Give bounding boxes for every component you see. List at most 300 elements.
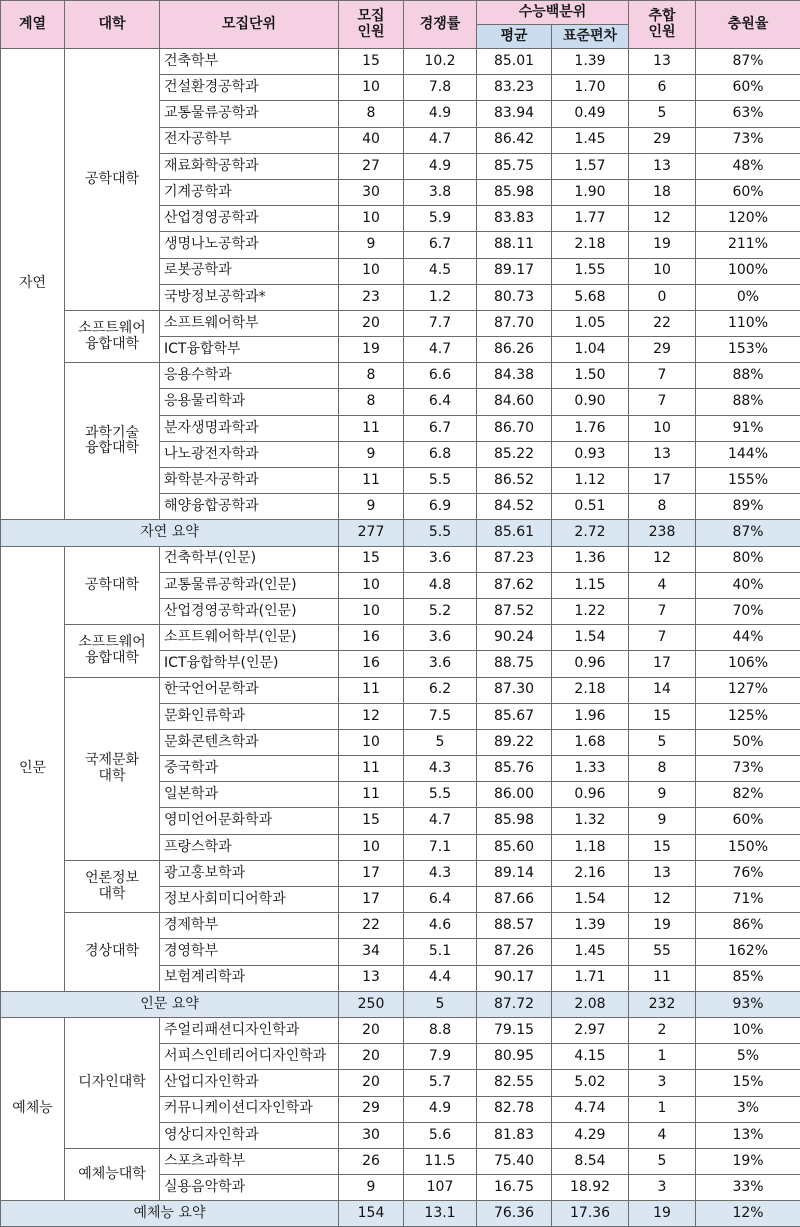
capacity-cell: 27 [339, 153, 404, 179]
fill-rate-cell: 50% [696, 729, 800, 755]
college-name-line: 소프트웨어 [78, 634, 146, 650]
capacity-cell: 20 [339, 1070, 404, 1096]
csat-std-cell: 2.16 [552, 860, 629, 886]
csat-std-cell: 0.96 [552, 651, 629, 677]
csat-std-cell: 0.93 [552, 441, 629, 467]
csat-avg-cell: 90.17 [477, 965, 552, 991]
summary-csat-std: 2.08 [552, 991, 629, 1017]
college-name-line: 경상대학 [85, 943, 139, 959]
csat-avg-cell: 86.00 [477, 782, 552, 808]
fill-rate-cell: 13% [696, 1122, 800, 1148]
csat-std-cell: 1.22 [552, 598, 629, 624]
fill-rate-cell: 120% [696, 206, 800, 232]
csat-avg-cell: 86.52 [477, 468, 552, 494]
unit-cell: 분자생명과학과 [160, 415, 339, 441]
summary-csat-avg: 76.36 [477, 1201, 552, 1227]
additional-cell: 19 [629, 232, 696, 258]
capacity-cell: 9 [339, 494, 404, 520]
capacity-cell: 15 [339, 808, 404, 834]
competition-cell: 5.1 [404, 939, 477, 965]
additional-cell: 14 [629, 677, 696, 703]
fill-rate-cell: 91% [696, 415, 800, 441]
csat-avg-cell: 88.57 [477, 913, 552, 939]
csat-std-cell: 1.90 [552, 179, 629, 205]
fill-rate-cell: 144% [696, 441, 800, 467]
additional-cell: 12 [629, 887, 696, 913]
csat-std-cell: 1.12 [552, 468, 629, 494]
csat-avg-cell: 87.66 [477, 887, 552, 913]
table-row [1, 49, 800, 75]
college-name-line: 디자인대학 [78, 1074, 146, 1090]
college-name-line: 과학기술 [85, 425, 139, 441]
additional-cell: 1 [629, 1044, 696, 1070]
summary-csat-std: 17.36 [552, 1201, 629, 1227]
college-name-line: 소프트웨어 [78, 320, 146, 336]
fill-rate-cell: 88% [696, 389, 800, 415]
additional-cell: 0 [629, 284, 696, 310]
summary-csat-avg: 85.61 [477, 520, 552, 546]
capacity-cell: 10 [339, 729, 404, 755]
capacity-cell: 29 [339, 1096, 404, 1122]
fill-rate-cell: 60% [696, 179, 800, 205]
csat-std-cell: 1.04 [552, 337, 629, 363]
unit-cell: 로봇공학과 [160, 258, 339, 284]
unit-cell: 소프트웨어학부 [160, 310, 339, 336]
competition-cell: 6.2 [404, 677, 477, 703]
additional-cell: 9 [629, 782, 696, 808]
capacity-cell: 22 [339, 913, 404, 939]
college-name-line: 공학대학 [85, 577, 139, 593]
additional-cell: 12 [629, 546, 696, 572]
capacity-cell: 40 [339, 127, 404, 153]
csat-avg-cell: 86.42 [477, 127, 552, 153]
capacity-cell: 19 [339, 337, 404, 363]
unit-cell: 주얼리패션디자인학과 [160, 1017, 339, 1043]
additional-cell: 6 [629, 75, 696, 101]
unit-cell: 소프트웨어학부(인문) [160, 625, 339, 651]
summary-label: 자연 요약 [1, 520, 339, 546]
college-name-line: 대학 [98, 768, 125, 784]
csat-std-cell: 1.45 [552, 939, 629, 965]
csat-avg-cell: 87.26 [477, 939, 552, 965]
csat-std-cell: 2.18 [552, 232, 629, 258]
header-additional-line2: 인원 [648, 24, 675, 40]
csat-std-cell: 5.68 [552, 284, 629, 310]
capacity-cell: 17 [339, 887, 404, 913]
unit-cell: 영미언어문화학과 [160, 808, 339, 834]
additional-cell: 15 [629, 703, 696, 729]
csat-avg-cell: 80.73 [477, 284, 552, 310]
competition-cell: 5.7 [404, 1070, 477, 1096]
summary-competition: 5.5 [404, 520, 477, 546]
csat-std-cell: 1.54 [552, 625, 629, 651]
competition-cell: 5.6 [404, 1122, 477, 1148]
csat-std-cell: 0.96 [552, 782, 629, 808]
capacity-cell: 26 [339, 1148, 404, 1174]
capacity-cell: 30 [339, 1122, 404, 1148]
csat-avg-cell: 86.70 [477, 415, 552, 441]
unit-cell: 일본학과 [160, 782, 339, 808]
capacity-cell: 20 [339, 310, 404, 336]
competition-cell: 4.7 [404, 337, 477, 363]
csat-std-cell: 1.39 [552, 49, 629, 75]
fill-rate-cell: 10% [696, 1017, 800, 1043]
college-cell [65, 1148, 160, 1200]
csat-avg-cell: 85.67 [477, 703, 552, 729]
unit-cell: 서피스인테리어디자인학과 [160, 1044, 339, 1070]
additional-cell: 55 [629, 939, 696, 965]
table-header [1, 1, 800, 49]
fill-rate-cell: 100% [696, 258, 800, 284]
csat-avg-cell: 85.22 [477, 441, 552, 467]
csat-avg-cell: 87.52 [477, 598, 552, 624]
csat-std-cell: 1.70 [552, 75, 629, 101]
unit-cell: 산업경영공학과(인문) [160, 598, 339, 624]
unit-cell: 전자공학부 [160, 127, 339, 153]
summary-competition: 13.1 [404, 1201, 477, 1227]
fill-rate-cell: 40% [696, 572, 800, 598]
csat-std-cell: 1.57 [552, 153, 629, 179]
summary-competition: 5 [404, 991, 477, 1017]
capacity-cell: 17 [339, 860, 404, 886]
capacity-cell: 11 [339, 677, 404, 703]
unit-cell: 보험계리학과 [160, 965, 339, 991]
fill-rate-cell: 0% [696, 284, 800, 310]
competition-cell: 4.5 [404, 258, 477, 284]
capacity-cell: 34 [339, 939, 404, 965]
college-cell [65, 625, 160, 677]
capacity-cell: 10 [339, 206, 404, 232]
unit-cell: 건축학부(인문) [160, 546, 339, 572]
unit-cell: 광고홍보학과 [160, 860, 339, 886]
csat-std-cell: 1.15 [552, 572, 629, 598]
header-unit: 모집단위 [160, 1, 339, 49]
college-cell [65, 860, 160, 912]
capacity-cell: 30 [339, 179, 404, 205]
capacity-cell: 9 [339, 441, 404, 467]
competition-cell: 7.5 [404, 703, 477, 729]
fill-rate-cell: 85% [696, 965, 800, 991]
header-category: 계열 [1, 1, 65, 49]
college-cell [65, 546, 160, 625]
competition-cell: 6.7 [404, 415, 477, 441]
competition-cell: 5.5 [404, 468, 477, 494]
fill-rate-cell: 80% [696, 546, 800, 572]
competition-cell: 5.9 [404, 206, 477, 232]
table-row [1, 913, 800, 939]
csat-avg-cell: 87.23 [477, 546, 552, 572]
additional-cell: 3 [629, 1175, 696, 1201]
csat-std-cell: 0.51 [552, 494, 629, 520]
csat-avg-cell: 86.26 [477, 337, 552, 363]
fill-rate-cell: 5% [696, 1044, 800, 1070]
fill-rate-cell: 71% [696, 887, 800, 913]
additional-cell: 3 [629, 1070, 696, 1096]
capacity-cell: 10 [339, 834, 404, 860]
csat-std-cell: 1.96 [552, 703, 629, 729]
college-cell [65, 1017, 160, 1148]
college-name-line: 국제문화 [85, 752, 139, 768]
college-name-line: 예체능대학 [78, 1166, 146, 1182]
competition-cell: 4.9 [404, 153, 477, 179]
college-cell [65, 913, 160, 992]
competition-cell: 7.9 [404, 1044, 477, 1070]
fill-rate-cell: 110% [696, 310, 800, 336]
csat-avg-cell: 85.98 [477, 808, 552, 834]
fill-rate-cell: 73% [696, 127, 800, 153]
csat-avg-cell: 87.70 [477, 310, 552, 336]
header-fill-rate: 충원율 [696, 1, 800, 49]
csat-std-cell: 1.18 [552, 834, 629, 860]
unit-cell: 프랑스학과 [160, 834, 339, 860]
csat-avg-cell: 83.83 [477, 206, 552, 232]
csat-std-cell: 18.92 [552, 1175, 629, 1201]
capacity-cell: 9 [339, 232, 404, 258]
category-cell: 예체능 [1, 1017, 65, 1200]
additional-cell: 7 [629, 363, 696, 389]
summary-csat-avg: 87.72 [477, 991, 552, 1017]
unit-cell: 커뮤니케이션디자인학과 [160, 1096, 339, 1122]
csat-std-cell: 1.50 [552, 363, 629, 389]
competition-cell: 6.6 [404, 363, 477, 389]
summary-capacity: 250 [339, 991, 404, 1017]
college-name-line: 대학 [98, 886, 125, 902]
unit-cell: 화학분자공학과 [160, 468, 339, 494]
csat-avg-cell: 84.60 [477, 389, 552, 415]
additional-cell: 17 [629, 468, 696, 494]
fill-rate-cell: 153% [696, 337, 800, 363]
competition-cell: 10.2 [404, 49, 477, 75]
fill-rate-cell: 82% [696, 782, 800, 808]
csat-avg-cell: 80.95 [477, 1044, 552, 1070]
additional-cell: 29 [629, 337, 696, 363]
csat-std-cell: 4.74 [552, 1096, 629, 1122]
csat-avg-cell: 82.78 [477, 1096, 552, 1122]
header-college: 대학 [65, 1, 160, 49]
additional-cell: 19 [629, 913, 696, 939]
capacity-cell: 10 [339, 75, 404, 101]
unit-cell: 산업디자인학과 [160, 1070, 339, 1096]
summary-fill-rate: 87% [696, 520, 800, 546]
table-row [1, 310, 800, 336]
csat-avg-cell: 85.01 [477, 49, 552, 75]
summary-row [1, 991, 800, 1017]
unit-cell: 재료화학공학과 [160, 153, 339, 179]
additional-cell: 29 [629, 127, 696, 153]
csat-std-cell: 1.45 [552, 127, 629, 153]
fill-rate-cell: 63% [696, 101, 800, 127]
competition-cell: 6.9 [404, 494, 477, 520]
unit-cell: 한국언어문학과 [160, 677, 339, 703]
fill-rate-cell: 15% [696, 1070, 800, 1096]
summary-row [1, 1201, 800, 1227]
csat-std-cell: 1.32 [552, 808, 629, 834]
fill-rate-cell: 76% [696, 860, 800, 886]
header-csat-avg: 평균 [477, 25, 552, 49]
header-csat: 수능백분위 [477, 1, 629, 25]
fill-rate-cell: 60% [696, 808, 800, 834]
college-name-line: 융합대학 [85, 440, 139, 456]
summary-additional: 238 [629, 520, 696, 546]
additional-cell: 4 [629, 1122, 696, 1148]
additional-cell: 9 [629, 808, 696, 834]
additional-cell: 18 [629, 179, 696, 205]
table-row [1, 625, 800, 651]
fill-rate-cell: 19% [696, 1148, 800, 1174]
capacity-cell: 13 [339, 965, 404, 991]
table-body [1, 49, 800, 1227]
additional-cell: 10 [629, 258, 696, 284]
csat-avg-cell: 85.60 [477, 834, 552, 860]
additional-cell: 8 [629, 494, 696, 520]
summary-fill-rate: 93% [696, 991, 800, 1017]
additional-cell: 5 [629, 729, 696, 755]
csat-std-cell: 1.71 [552, 965, 629, 991]
unit-cell: 스포츠과학부 [160, 1148, 339, 1174]
fill-rate-cell: 127% [696, 677, 800, 703]
additional-cell: 22 [629, 310, 696, 336]
header-csat-std: 표준편차 [552, 25, 629, 49]
csat-avg-cell: 89.17 [477, 258, 552, 284]
header-additional [629, 1, 696, 49]
college-name-line: 융합대학 [85, 650, 139, 666]
fill-rate-cell: 73% [696, 756, 800, 782]
fill-rate-cell: 70% [696, 598, 800, 624]
csat-std-cell: 1.54 [552, 887, 629, 913]
csat-std-cell: 1.76 [552, 415, 629, 441]
header-capacity-line1: 모집 [357, 8, 384, 24]
additional-cell: 7 [629, 389, 696, 415]
csat-avg-cell: 89.14 [477, 860, 552, 886]
csat-avg-cell: 85.76 [477, 756, 552, 782]
fill-rate-cell: 88% [696, 363, 800, 389]
fill-rate-cell: 86% [696, 913, 800, 939]
summary-additional: 232 [629, 991, 696, 1017]
category-cell: 자연 [1, 49, 65, 520]
capacity-cell: 11 [339, 756, 404, 782]
header-additional-line1: 추합 [648, 8, 675, 24]
competition-cell: 1.2 [404, 284, 477, 310]
csat-avg-cell: 82.55 [477, 1070, 552, 1096]
capacity-cell: 9 [339, 1175, 404, 1201]
csat-avg-cell: 85.98 [477, 179, 552, 205]
competition-cell: 107 [404, 1175, 477, 1201]
summary-additional: 19 [629, 1201, 696, 1227]
csat-std-cell: 5.02 [552, 1070, 629, 1096]
unit-cell: 교통물류공학과(인문) [160, 572, 339, 598]
additional-cell: 1 [629, 1096, 696, 1122]
header-competition: 경쟁률 [404, 1, 477, 49]
csat-std-cell: 4.29 [552, 1122, 629, 1148]
csat-avg-cell: 83.23 [477, 75, 552, 101]
competition-cell: 3.8 [404, 179, 477, 205]
summary-row [1, 520, 800, 546]
additional-cell: 2 [629, 1017, 696, 1043]
additional-cell: 8 [629, 756, 696, 782]
csat-avg-cell: 79.15 [477, 1017, 552, 1043]
competition-cell: 8.8 [404, 1017, 477, 1043]
csat-avg-cell: 81.83 [477, 1122, 552, 1148]
fill-rate-cell: 87% [696, 49, 800, 75]
unit-cell: 실용음악학과 [160, 1175, 339, 1201]
capacity-cell: 10 [339, 258, 404, 284]
csat-avg-cell: 88.11 [477, 232, 552, 258]
table-row [1, 1017, 800, 1043]
competition-cell: 7.1 [404, 834, 477, 860]
unit-cell: 건축학부 [160, 49, 339, 75]
table-row [1, 677, 800, 703]
fill-rate-cell: 211% [696, 232, 800, 258]
unit-cell: 문화콘텐츠학과 [160, 729, 339, 755]
college-name-line: 공학대학 [85, 171, 139, 187]
competition-cell: 3.6 [404, 546, 477, 572]
table-row [1, 363, 800, 389]
summary-label: 예체능 요약 [1, 1201, 339, 1227]
summary-capacity: 277 [339, 520, 404, 546]
csat-std-cell: 4.15 [552, 1044, 629, 1070]
additional-cell: 10 [629, 415, 696, 441]
additional-cell: 4 [629, 572, 696, 598]
csat-avg-cell: 83.94 [477, 101, 552, 127]
header-capacity [339, 1, 404, 49]
fill-rate-cell: 3% [696, 1096, 800, 1122]
fill-rate-cell: 155% [696, 468, 800, 494]
capacity-cell: 16 [339, 651, 404, 677]
csat-avg-cell: 84.38 [477, 363, 552, 389]
csat-std-cell: 1.68 [552, 729, 629, 755]
fill-rate-cell: 162% [696, 939, 800, 965]
unit-cell: 기계공학과 [160, 179, 339, 205]
capacity-cell: 15 [339, 546, 404, 572]
competition-cell: 4.3 [404, 860, 477, 886]
competition-cell: 3.6 [404, 651, 477, 677]
csat-std-cell: 8.54 [552, 1148, 629, 1174]
college-name-line: 융합대학 [85, 336, 139, 352]
additional-cell: 13 [629, 153, 696, 179]
unit-cell: 건설환경공학과 [160, 75, 339, 101]
csat-std-cell: 1.55 [552, 258, 629, 284]
competition-cell: 5 [404, 729, 477, 755]
college-cell [65, 677, 160, 860]
unit-cell: 응용수학과 [160, 363, 339, 389]
unit-cell: 나노광전자학과 [160, 441, 339, 467]
capacity-cell: 15 [339, 49, 404, 75]
fill-rate-cell: 48% [696, 153, 800, 179]
csat-std-cell: 1.39 [552, 913, 629, 939]
fill-rate-cell: 106% [696, 651, 800, 677]
capacity-cell: 8 [339, 101, 404, 127]
capacity-cell: 20 [339, 1017, 404, 1043]
unit-cell: 중국학과 [160, 756, 339, 782]
competition-cell: 4.6 [404, 913, 477, 939]
unit-cell: 정보사회미디어학과 [160, 887, 339, 913]
additional-cell: 7 [629, 598, 696, 624]
unit-cell: 문화인류학과 [160, 703, 339, 729]
unit-cell: 경영학부 [160, 939, 339, 965]
competition-cell: 6.8 [404, 441, 477, 467]
competition-cell: 5.5 [404, 782, 477, 808]
csat-avg-cell: 75.40 [477, 1148, 552, 1174]
capacity-cell: 11 [339, 782, 404, 808]
csat-std-cell: 0.90 [552, 389, 629, 415]
capacity-cell: 23 [339, 284, 404, 310]
competition-cell: 6.4 [404, 389, 477, 415]
capacity-cell: 16 [339, 625, 404, 651]
competition-cell: 6.4 [404, 887, 477, 913]
unit-cell: 생명나노공학과 [160, 232, 339, 258]
additional-cell: 5 [629, 1148, 696, 1174]
table-row [1, 860, 800, 886]
